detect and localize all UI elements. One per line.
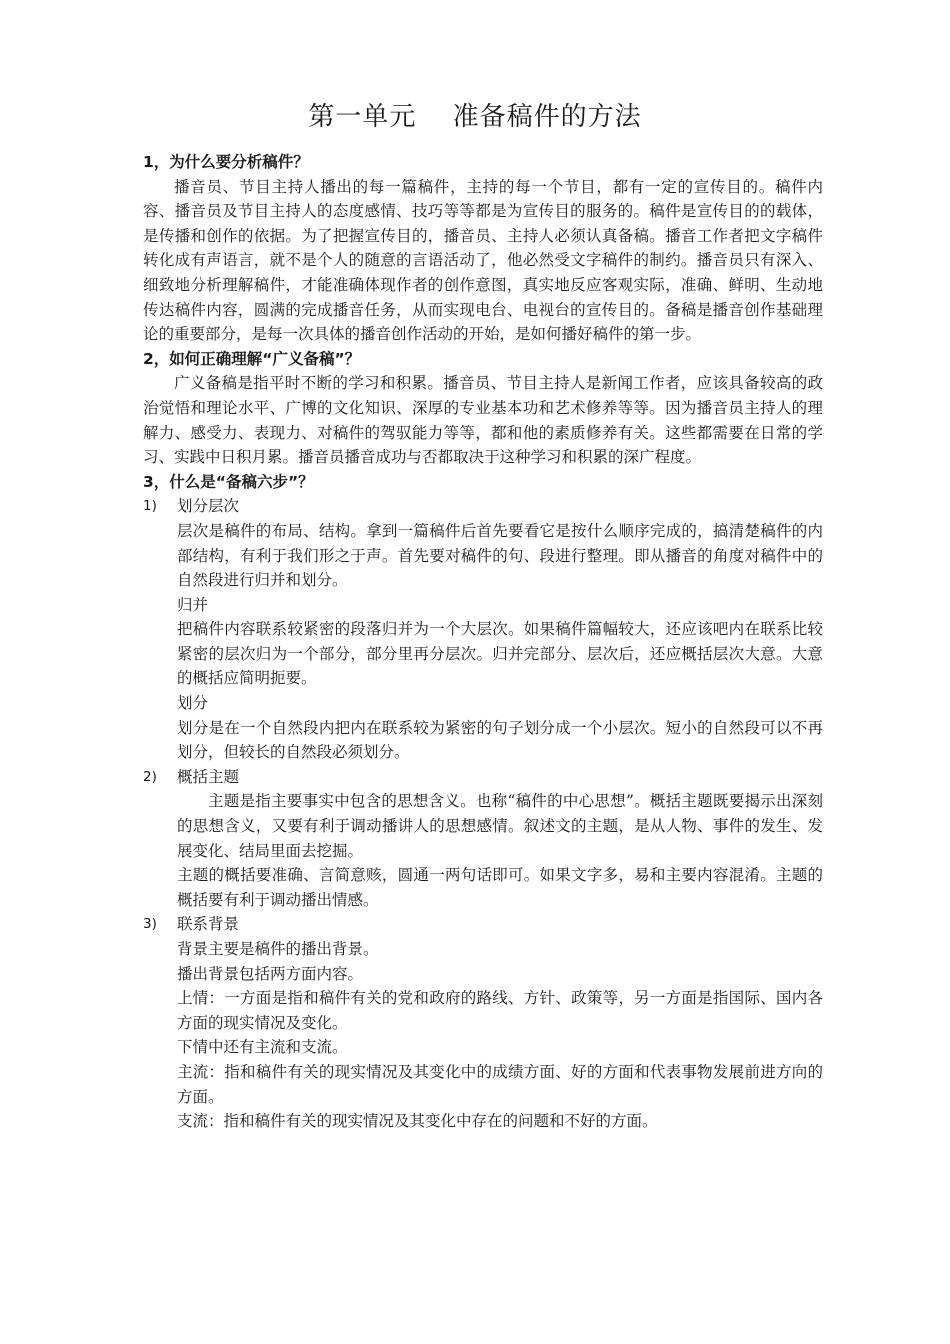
step-2 [143, 765, 823, 913]
section-3-heading: 3，什么是“备稿六步”？ [143, 472, 314, 491]
step-1 [143, 494, 823, 765]
section-1-heading: 1，为什么要分析稿件？ [143, 153, 309, 171]
section-1-body: 播音员、节目主持人播出的每一篇稿件，主持的每一个节目，都有一定的宣传目的。稿件内容、播音员及节目主持人的态度感情、技巧等等都是为宣传目的服务的。稿件是宣传目的的载体，是传播和创作的依据。为了把握宣传目的，播音员、主持人必须认真备稿。播音工作者把文字稿件转化成有声语言，就不是个人的随意的言语活动了，他必然受文字稿件的制约。播音员只有深入、细致地分析理解稿件，才能准确体现作者的创作意图，真实地反应客观实际，准确、鲜明、生动地传达稿件内容，圆满的完成播音任务，从而实现电台、电视台的宣传目的。备稿是播音创作基础理论的重要部分，是每一次具体的播音创作活动的开始，是如何播好稿件的第一步。 [143, 177, 823, 344]
step-2-para-1: 主题是指主要事实中包含的思想含义。也称“稿件的中心思想”。概括主题既要揭示出深刻的思想含义，又要有利于调动播讲人的思想感情。叙述文的主题，是从人物、事件的发生、发展变化、结局里面去挖掘。 [177, 792, 823, 860]
step-3 [143, 912, 823, 1133]
step-3-number: 3) [143, 916, 157, 933]
step-1-number: 1) [143, 498, 157, 515]
step-3-para-1: 背景主要是稿件的播出背景。 [177, 940, 379, 958]
step-2-para-2: 主题的概括要准确、言简意赅，圆通一两句话即可。如果文字多，易和主要内容混淆。主题的概括要有利于调动播出情感。 [177, 866, 823, 909]
document-body [143, 150, 823, 1134]
step-3-para-4: 下情中还有主流和支流。 [177, 1038, 348, 1057]
step-3-para-3: 上情：一方面是指和稿件有关的党和政府的路线、方针、政策等，另一方面是指国际、国内各方面的现实情况及变化。 [177, 989, 823, 1032]
step-1-para-4: 划分 [177, 694, 209, 713]
section-2-body: 广义备稿是指平时不断的学习和积累。播音员、节目主持人是新闻工作者，应该具备较高的政治觉悟和理论水平、广博的文化知识、深厚的专业基本功和艺术修养等等。因为播音员主持人的理解力、感受力、表现力、对稿件的驾驭能力等等，都和他的素质修养有关。这些都需要在日常的学习、实践中日积月累。播音员播音成功与否都取决于这种学习和积累的深广程度。 [143, 374, 823, 467]
step-1-para-5: 划分是在一个自然段内把内在联系较为紧密的句子划分成一个小层次。短小的自然段可以不再划分，但较长的自然段必须划分。 [177, 718, 823, 762]
step-1-para-2: 归并 [177, 595, 209, 614]
step-1-para-3: 把稿件内容联系较紧密的段落归并为一个大层次。如果稿件篇幅较大，还应该吧内在联系比较紧密的层次归为一个部分，部分里再分层次。归并完部分、层次后，还应概括层次大意。大意的概括应简明扼要。 [177, 620, 823, 688]
section-2-heading: 2，如何正确理解“广义备稿”？ [143, 349, 361, 368]
page-title: 第一单元 准备稿件的方法 [308, 102, 642, 132]
step-3-para-6: 支流：指和稿件有关的现实情况及其变化中存在的问题和不好的方面。 [177, 1112, 658, 1131]
step-1-title: 划分层次 [177, 497, 240, 516]
step-2-number: 2) [143, 768, 157, 785]
step-1-para-1: 层次是稿件的布局、结构。拿到一篇稿件后首先要看它是按什么顺序完成的，搞清楚稿件的内部结构，有利于我们形之于声。首先要对稿件的句、段进行整理。即从播音的角度对稿件中的自然段进行归并和划分。 [177, 521, 823, 590]
step-2-title: 概括主题 [177, 767, 240, 786]
step-3-para-5: 主流：指和稿件有关的现实情况及其变化中的成绩方面、好的方面和代表事物发展前进方向的方面。 [177, 1062, 823, 1106]
step-3-title: 联系背景 [177, 915, 240, 934]
step-3-para-2: 播出背景包括两方面内容。 [177, 964, 364, 983]
